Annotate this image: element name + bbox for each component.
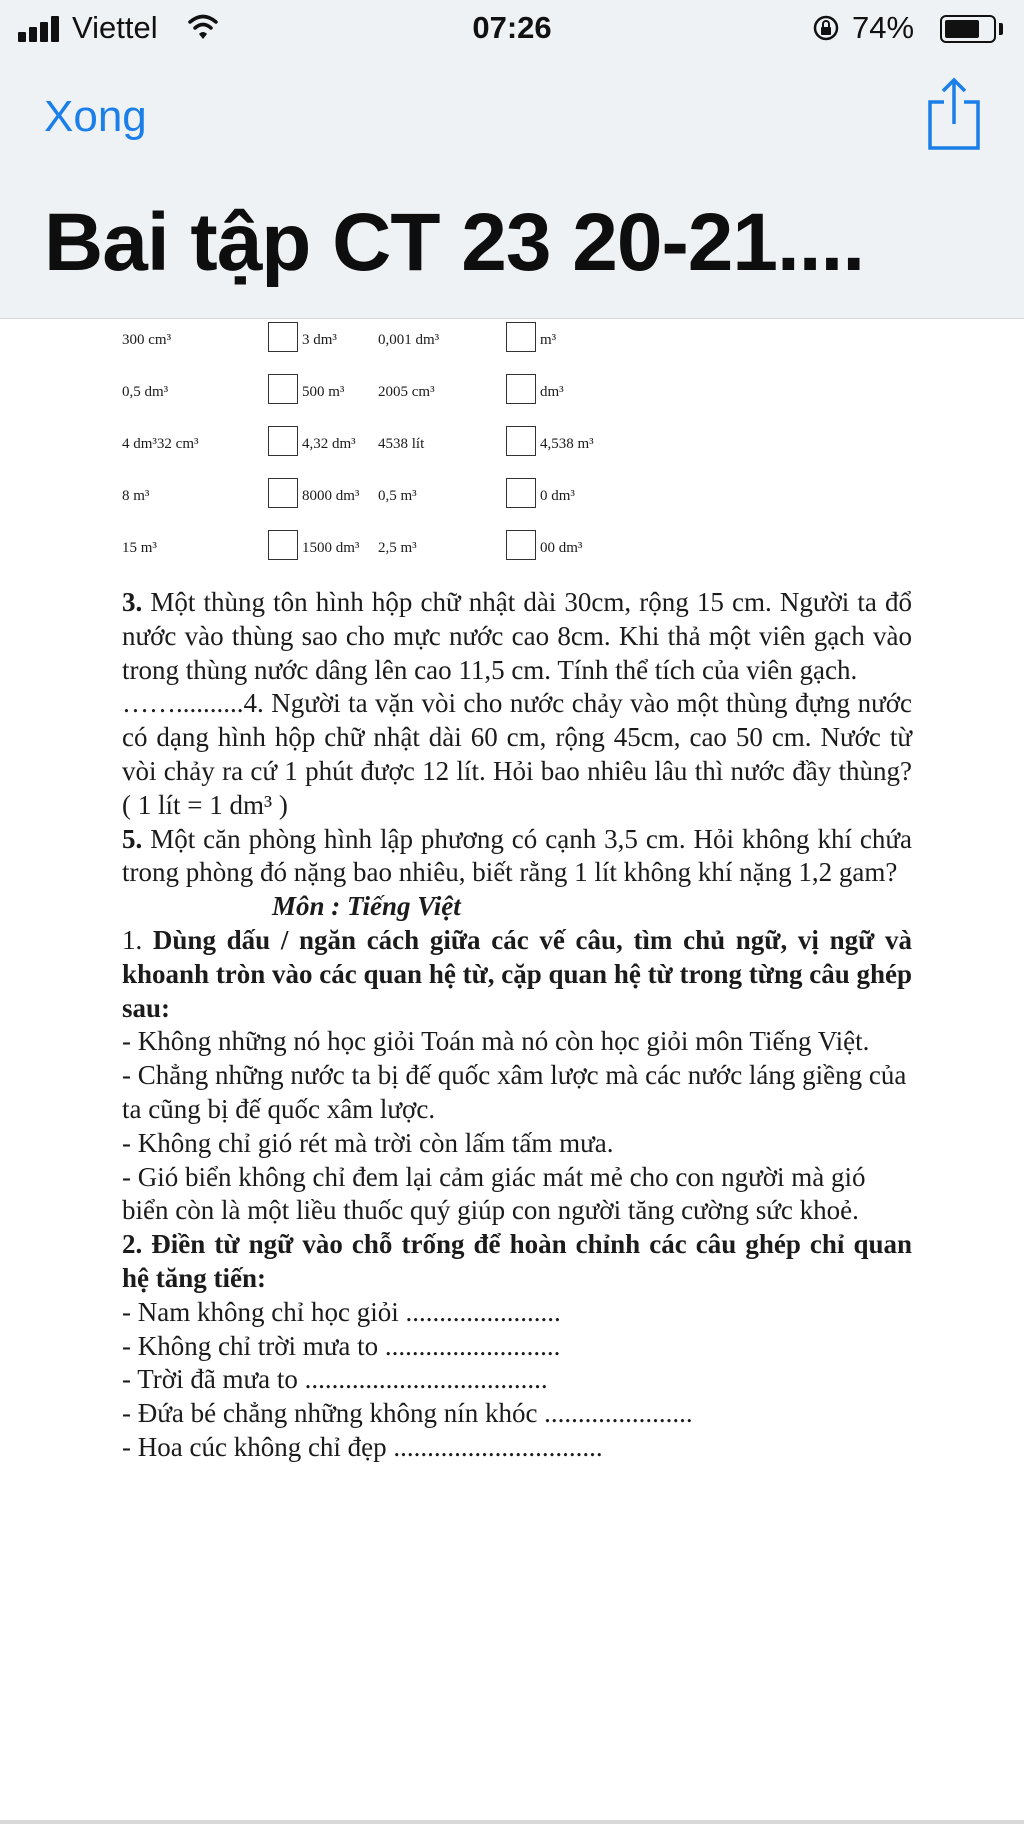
conversion-row <box>0 530 1024 570</box>
nav-header <box>0 0 1024 319</box>
document-title: Bai tập CT 23 20-21.... <box>44 197 865 288</box>
conversion-cell: 4,538 m³ <box>540 436 594 452</box>
answer-box <box>268 374 298 404</box>
conversion-cell: 8000 dm³ <box>302 488 360 504</box>
share-icon[interactable] <box>924 76 984 152</box>
conversion-cell: 2005 cm³ <box>378 384 435 400</box>
divider <box>0 1820 1024 1824</box>
answer-box <box>506 374 536 404</box>
answer-box <box>268 478 298 508</box>
answer-box <box>268 426 298 456</box>
conversion-cell: 3 dm³ <box>302 332 337 348</box>
conversion-cell: 0,5 m³ <box>378 488 417 504</box>
conversion-cell: 4 dm³32 cm³ <box>122 436 199 452</box>
list-item: - Đứa bé chẳng những không nín khóc ...................... <box>122 1398 693 1429</box>
status-time: 07:26 <box>472 10 552 45</box>
math-exercise-4: ……..........4. Người ta vặn vòi cho nước chảy vào một thùng đựng nước có dạng hình hộp chữ nhật dài 60 cm, rộng 45cm, cao 50 cm. Nước từ vòi chảy ra cứ 1 phút được 12 lít. Hỏi bao nhiêu lâu thì nước đầy thùng? ( 1 lít = 1 dm³ ) <box>122 688 912 820</box>
done-button[interactable]: Xong <box>44 92 147 141</box>
conversion-row <box>0 478 1024 518</box>
list-item: - Nam không chỉ học giỏi ....................... <box>122 1296 561 1327</box>
question-2-blanks <box>122 1296 912 1465</box>
answer-box <box>506 322 536 352</box>
answer-box <box>506 530 536 560</box>
answer-box <box>268 322 298 352</box>
battery-percent: 74% <box>852 10 915 45</box>
battery-icon <box>940 15 996 43</box>
vietnamese-question-2: 2. Điền từ ngữ vào chỗ trống để hoàn chỉnh các câu ghép chỉ quan hệ tăng tiến: <box>122 1229 912 1293</box>
answer-box <box>506 426 536 456</box>
document-content[interactable] <box>0 318 1024 1824</box>
exercise-number: 5. <box>122 823 143 854</box>
conversion-cell: 500 m³ <box>302 384 345 400</box>
conversion-cell: 8 m³ <box>122 488 150 504</box>
conversion-cell: 2,5 m³ <box>378 540 417 556</box>
list-item: - Không chỉ trời mưa to .......................... <box>122 1330 561 1361</box>
math-exercise-3: 3. Một thùng tôn hình hộp chữ nhật dài 30cm, rộng 15 cm. Người ta đổ nước vào thùng sao cho mực nước cao 8cm. Khi thả một viên gạch vào trong thùng nước dâng lên cao 11,5 cm. Tính thể tích của viên gạch. <box>122 587 912 685</box>
answer-box <box>506 478 536 508</box>
conversion-cell: 00 dm³ <box>540 540 583 556</box>
conversion-row <box>0 322 1024 362</box>
math-exercise-5: 5. Một căn phòng hình lập phương có cạnh 3,5 cm. Hỏi không khí chứa trong phòng đó nặng bao nhiêu, biết rằng 1 lít không khí nặng 1,2 gam? <box>122 823 912 888</box>
question-1-sentences <box>122 1025 912 1228</box>
exercise-number: 3. <box>122 587 143 617</box>
answer-box <box>268 530 298 560</box>
vietnamese-question-1: 1. Dùng dấu / ngăn cách giữa các vế câu, tìm chủ ngữ, vị ngữ và khoanh tròn vào các quan hệ từ, cặp quan hệ từ trong từng câu ghép sau: <box>122 924 912 1023</box>
conversion-cell: 4538 lít <box>378 436 425 452</box>
carrier-name: Viettel <box>72 10 158 45</box>
battery-cap <box>999 23 1003 35</box>
conversion-cell: 15 m³ <box>122 540 157 556</box>
conversion-row <box>0 374 1024 414</box>
status-bar <box>0 0 1024 60</box>
list-item: - Trời đã mưa to .................................... <box>122 1364 548 1395</box>
exercise-text <box>122 586 912 1465</box>
list-item: - Chẳng những nước ta bị đế quốc xâm lược mà các nước láng giềng của ta cũng bị đế quốc xâm lược. <box>122 1060 907 1124</box>
list-item: - Hoa cúc không chỉ đẹp ............................... <box>122 1431 603 1462</box>
conversion-cell: 1500 dm³ <box>302 540 360 556</box>
conversion-cell: 4,32 dm³ <box>302 436 356 452</box>
list-item: - Không chỉ gió rét mà trời còn lấm tấm mưa. <box>122 1127 614 1158</box>
subject-heading: Môn : Tiếng Việt <box>272 891 461 922</box>
list-item: - Không những nó học giỏi Toán mà nó còn học giỏi môn Tiếng Việt. <box>122 1026 870 1057</box>
conversion-cell: 0 dm³ <box>540 488 575 504</box>
rotation-lock-icon <box>812 14 840 42</box>
conversion-cell: 300 cm³ <box>122 332 172 348</box>
list-item: - Gió biển không chỉ đem lại cảm giác mát mẻ cho con người mà gió biển còn là một liều thuốc quý giúp con người tăng cường sức khoẻ. <box>122 1161 866 1226</box>
conversion-cell: 0,001 dm³ <box>378 332 440 348</box>
conversion-row <box>0 426 1024 466</box>
conversion-cell: 0,5 dm³ <box>122 384 169 400</box>
conversion-cell: dm³ <box>540 384 564 400</box>
conversion-cell: m³ <box>540 332 557 348</box>
